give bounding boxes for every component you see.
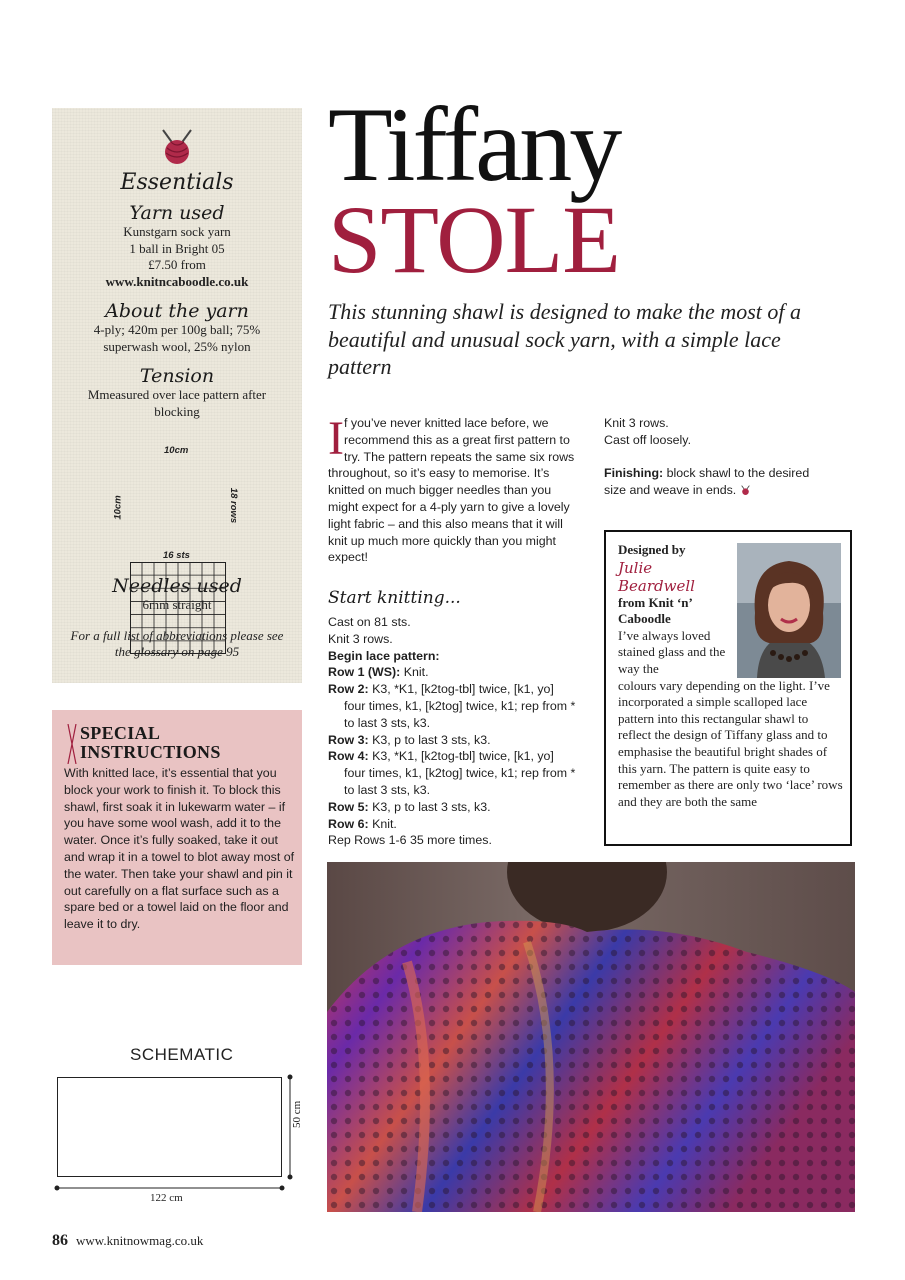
tension-text: Mmeasured over lace pattern after blocking	[87, 387, 267, 419]
supplier-url: www.knitncaboodle.co.uk	[105, 273, 249, 289]
yarn-line: £7.50 from	[148, 257, 206, 272]
schematic-label: SCHEMATIC	[130, 1045, 234, 1064]
finishing-text: Finishing: block shawl to the desired size and weave in ends.	[604, 466, 810, 498]
special-heading: SPECIAL INSTRUCTIONS	[80, 723, 221, 762]
shawl-photo	[327, 862, 855, 1212]
cast-off-line: Cast off loosely.	[604, 432, 692, 447]
needles-text: 6mm straight	[142, 597, 212, 612]
intro-paragraph: I f you’ve never knitted lace before, we recommend this as a great first pattern to try. The pattern repeats the same six rows throughout, so it’s easy to memorise. It’s knitted on much bigger needles than you might expect for a 4-ply yarn to give a lovely light fabric – and this also means that it will knit up much more quickly than you might expect!	[328, 412, 575, 565]
pattern-instructions	[328, 614, 578, 849]
gauge-right-label: 18 rows	[228, 487, 240, 524]
gauge-bottom-label: 16 sts	[163, 550, 190, 561]
pattern-row: Row 1 (WS): Knit.	[328, 665, 429, 680]
schematic-height: 50 cm	[291, 1100, 303, 1128]
title-line2: STOLE	[328, 186, 620, 293]
knit-rows-line: Knit 3 rows.	[604, 416, 669, 430]
pattern-row: Row 5: K3, p to last 3 sts, k3.	[328, 799, 491, 814]
drop-cap: I	[328, 412, 344, 465]
special-text: With knitted lace, it’s essential that you block your work to finish it. To block this shawl, first soak it in lukewarm water – if you have some wool wash, add it to the water. Once it’s fully soaked, take it out and wrap it in a towel to blot away most of the water. Then take your shawl and pin it out carefully on a flat surface such as a spare bed or a towel laid on the floor and leave it to dry.	[64, 766, 295, 932]
designer-company: from Knit ‘n’ Caboodle	[618, 594, 692, 627]
pattern-row: Row 3: K3, p to last 3 sts, k3.	[328, 732, 491, 747]
knitting-needles-icon	[66, 724, 78, 764]
schematic-dimension-lines	[50, 1070, 310, 1200]
needles-heading: Needles used	[112, 575, 242, 597]
essentials-panel	[52, 108, 302, 683]
pattern-row: Row 2: K3, *K1, [k2tog-tbl] twice, [k1, yo] four times, k1, [k2tog] twice, k1; rep from * to last 3 sts, k3.	[328, 682, 576, 730]
schematic-width: 122 cm	[150, 1192, 183, 1204]
yarn-line: Kunstgarn sock yarn	[123, 224, 231, 239]
designer-box	[604, 530, 852, 846]
gauge-left-label: 10cm	[112, 495, 124, 520]
about-yarn-heading: About the yarn	[105, 300, 249, 322]
essentials-title: Essentials	[120, 170, 234, 195]
page-number: 86	[52, 1232, 68, 1249]
tension-heading: Tension	[139, 365, 215, 387]
pattern-row: Row 6: Knit.	[328, 816, 397, 831]
yarn-line: 1 ball in Bright 05	[129, 240, 225, 256]
designer-name: Julie Beardwell	[618, 558, 695, 595]
begin-pattern-line: Begin lace pattern:	[328, 648, 440, 663]
standfirst: This stunning shawl is designed to make the most of a beautiful and unusual sock yarn, with a simple lace pattern	[328, 299, 801, 379]
designed-by-label: Designed by	[618, 542, 686, 557]
title-line1: Tiffany	[328, 86, 620, 203]
start-knitting-heading: Start knitting...	[328, 588, 461, 608]
special-instructions-box	[52, 710, 302, 965]
footer-url: www.knitnowmag.co.uk	[76, 1233, 204, 1248]
about-yarn-text: 4-ply; 420m per 100g ball; 75% superwash wool, 25% nylon	[93, 322, 261, 354]
finishing-column	[604, 415, 834, 499]
page-footer	[52, 1232, 203, 1250]
knit-rows-line: Knit 3 rows.	[328, 631, 393, 646]
repeat-line: Rep Rows 1-6 35 more times.	[328, 833, 492, 848]
yarn-ball-end-icon	[740, 484, 751, 496]
cast-on-line: Cast on 81 sts.	[328, 615, 411, 629]
abbreviation-note: For a full list of abbreviations please see the glossary on page 95	[70, 627, 284, 659]
gauge-top-label: 10cm	[164, 445, 189, 456]
yarn-used-heading: Yarn used	[129, 202, 225, 224]
designer-quote: I’ve always loved stained glass and the way the colours vary depending on the light. I’ve incorporated a simple scalloped lace pattern into this rectangular shawl to reflect the design of Tiffany glass and to emphasise the beautiful bright shades of this yarn. The pattern is quite easy to remember as there are only two ‘lace’ rows and they are both the same	[618, 627, 843, 809]
pattern-row: Row 4: K3, *K1, [k2tog-tbl] twice, [k1, yo] four times, k1, [k2tog] twice, k1; rep from * to last 3 sts, k3.	[328, 749, 576, 797]
